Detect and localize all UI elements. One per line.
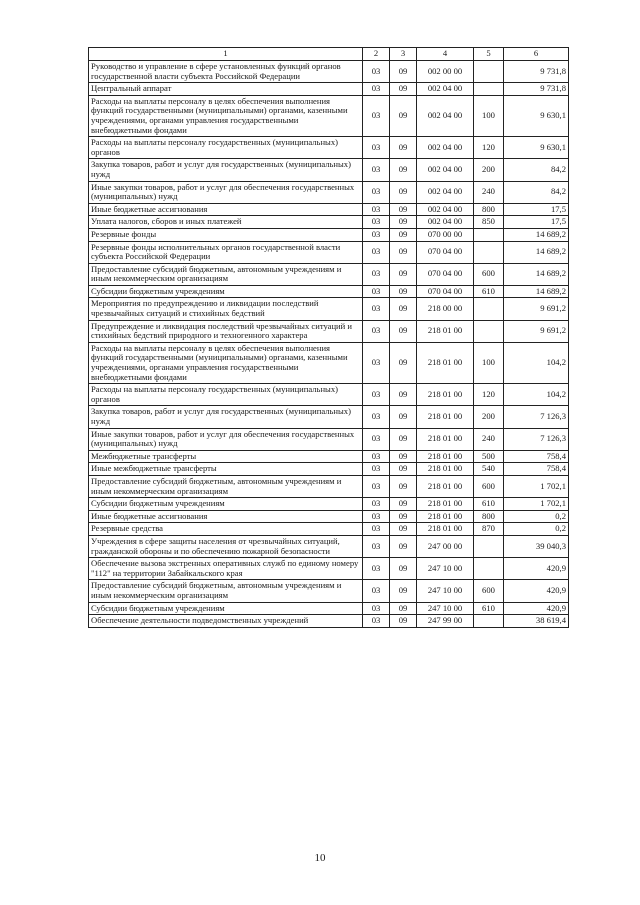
- amount-cell: 9 630,1: [504, 137, 569, 159]
- target-article-cell: 218 01 00: [417, 450, 474, 463]
- target-article-cell: 218 01 00: [417, 498, 474, 511]
- section-code-cell: 03: [363, 463, 390, 476]
- subsection-code-cell: 09: [390, 580, 417, 602]
- section-code-cell: 03: [363, 95, 390, 136]
- target-article-cell: 218 01 00: [417, 475, 474, 497]
- section-code-cell: 03: [363, 83, 390, 96]
- amount-cell: 17,5: [504, 216, 569, 229]
- target-article-cell: 218 00 00: [417, 298, 474, 320]
- subsection-code-cell: 09: [390, 285, 417, 298]
- table-row: [89, 241, 569, 263]
- expense-type-cell: [474, 615, 504, 628]
- amount-cell: 9 691,2: [504, 298, 569, 320]
- row-name-cell: Межбюджетные трансферты: [89, 450, 363, 463]
- section-code-cell: 03: [363, 61, 390, 83]
- table-row: [89, 450, 569, 463]
- section-code-cell: 03: [363, 241, 390, 263]
- expense-type-cell: 100: [474, 95, 504, 136]
- section-code-cell: 03: [363, 342, 390, 383]
- expense-type-cell: 800: [474, 510, 504, 523]
- section-code-cell: 03: [363, 298, 390, 320]
- row-name-cell: Иные закупки товаров, работ и услуг для обеспечения государственных (муниципальных) нужд: [89, 181, 363, 203]
- table-row: [89, 137, 569, 159]
- table-row: [89, 285, 569, 298]
- subsection-code-cell: 09: [390, 406, 417, 428]
- amount-cell: 9 691,2: [504, 320, 569, 342]
- target-article-cell: 002 04 00: [417, 137, 474, 159]
- section-code-cell: 03: [363, 406, 390, 428]
- subsection-code-cell: 09: [390, 475, 417, 497]
- target-article-cell: 218 01 00: [417, 523, 474, 536]
- section-code-cell: 03: [363, 384, 390, 406]
- column-header-3: 3: [390, 48, 417, 61]
- expense-type-cell: 600: [474, 580, 504, 602]
- table-row: [89, 159, 569, 181]
- amount-cell: 0,2: [504, 510, 569, 523]
- table-row: [89, 498, 569, 511]
- subsection-code-cell: 09: [390, 298, 417, 320]
- row-name-cell: Субсидии бюджетным учреждениям: [89, 285, 363, 298]
- amount-cell: 38 619,4: [504, 615, 569, 628]
- table-row: [89, 558, 569, 580]
- target-article-cell: 247 10 00: [417, 558, 474, 580]
- table-row: [89, 320, 569, 342]
- table-row: [89, 298, 569, 320]
- subsection-code-cell: 09: [390, 463, 417, 476]
- target-article-cell: 002 04 00: [417, 83, 474, 96]
- target-article-cell: 070 04 00: [417, 263, 474, 285]
- target-article-cell: 002 04 00: [417, 95, 474, 136]
- section-code-cell: 03: [363, 615, 390, 628]
- amount-cell: 420,9: [504, 580, 569, 602]
- row-name-cell: Иные бюджетные ассигнования: [89, 203, 363, 216]
- expense-type-cell: 200: [474, 159, 504, 181]
- table-row: [89, 203, 569, 216]
- row-name-cell: Обеспечение деятельности подведомственных учреждений: [89, 615, 363, 628]
- table-row: [89, 181, 569, 203]
- section-code-cell: 03: [363, 580, 390, 602]
- expense-type-cell: 240: [474, 181, 504, 203]
- subsection-code-cell: 09: [390, 203, 417, 216]
- section-code-cell: 03: [363, 510, 390, 523]
- target-article-cell: 247 10 00: [417, 602, 474, 615]
- target-article-cell: 218 01 00: [417, 406, 474, 428]
- expense-type-cell: 240: [474, 428, 504, 450]
- row-name-cell: Обеспечение вызова экстренных оперативных служб по единому номеру "112" на территории Забайкальского края: [89, 558, 363, 580]
- amount-cell: 1 702,1: [504, 475, 569, 497]
- target-article-cell: 218 01 00: [417, 384, 474, 406]
- expense-type-cell: [474, 241, 504, 263]
- row-name-cell: Иные закупки товаров, работ и услуг для обеспечения государственных (муниципальных) нужд: [89, 428, 363, 450]
- row-name-cell: Предупреждение и ликвидация последствий чрезвычайных ситуаций и стихийных бедствий природного и техногенного характера: [89, 320, 363, 342]
- expense-type-cell: 540: [474, 463, 504, 476]
- subsection-code-cell: 09: [390, 450, 417, 463]
- subsection-code-cell: 09: [390, 228, 417, 241]
- table-row: [89, 535, 569, 557]
- row-name-cell: Расходы на выплаты персоналу в целях обеспечения выполнения функций государственными (муниципальными) органами, казенными учреждениями, органами управления государственными внебюджетными фондами: [89, 95, 363, 136]
- target-article-cell: 218 01 00: [417, 428, 474, 450]
- subsection-code-cell: 09: [390, 510, 417, 523]
- expense-type-cell: 850: [474, 216, 504, 229]
- amount-cell: 758,4: [504, 463, 569, 476]
- table-row: [89, 602, 569, 615]
- row-name-cell: Резервные фонды: [89, 228, 363, 241]
- amount-cell: 9 630,1: [504, 95, 569, 136]
- subsection-code-cell: 09: [390, 384, 417, 406]
- amount-cell: 420,9: [504, 558, 569, 580]
- subsection-code-cell: 09: [390, 159, 417, 181]
- table-row: [89, 95, 569, 136]
- target-article-cell: 002 04 00: [417, 216, 474, 229]
- amount-cell: 420,9: [504, 602, 569, 615]
- expense-type-cell: [474, 61, 504, 83]
- expense-type-cell: 600: [474, 475, 504, 497]
- row-name-cell: Предоставление субсидий бюджетным, автономным учреждениям и иным некоммерческим организациям: [89, 580, 363, 602]
- row-name-cell: Предоставление субсидий бюджетным, автономным учреждениям и иным некоммерческим организациям: [89, 475, 363, 497]
- target-article-cell: 002 04 00: [417, 181, 474, 203]
- target-article-cell: 247 99 00: [417, 615, 474, 628]
- row-name-cell: Резервные фонды исполнительных органов государственной власти субъекта Российской Федерации: [89, 241, 363, 263]
- expense-type-cell: 120: [474, 137, 504, 159]
- expense-type-cell: 800: [474, 203, 504, 216]
- expense-type-cell: 610: [474, 285, 504, 298]
- subsection-code-cell: 09: [390, 498, 417, 511]
- row-name-cell: Резервные средства: [89, 523, 363, 536]
- table-row: [89, 342, 569, 383]
- amount-cell: 84,2: [504, 159, 569, 181]
- amount-cell: 17,5: [504, 203, 569, 216]
- amount-cell: 758,4: [504, 450, 569, 463]
- target-article-cell: 247 00 00: [417, 535, 474, 557]
- amount-cell: 84,2: [504, 181, 569, 203]
- table-row: [89, 510, 569, 523]
- section-code-cell: 03: [363, 263, 390, 285]
- table-row: [89, 475, 569, 497]
- row-name-cell: Иные межбюджетные трансферты: [89, 463, 363, 476]
- subsection-code-cell: 09: [390, 263, 417, 285]
- subsection-code-cell: 09: [390, 61, 417, 83]
- row-name-cell: Расходы на выплаты персоналу государственных (муниципальных) органов: [89, 137, 363, 159]
- row-name-cell: Субсидии бюджетным учреждениям: [89, 602, 363, 615]
- section-code-cell: 03: [363, 137, 390, 159]
- amount-cell: 7 126,3: [504, 428, 569, 450]
- subsection-code-cell: 09: [390, 320, 417, 342]
- row-name-cell: Иные бюджетные ассигнования: [89, 510, 363, 523]
- amount-cell: 14 689,2: [504, 285, 569, 298]
- amount-cell: 14 689,2: [504, 228, 569, 241]
- expense-type-cell: [474, 298, 504, 320]
- table-row: [89, 406, 569, 428]
- table-row: [89, 61, 569, 83]
- row-name-cell: Учреждения в сфере защиты населения от чрезвычайных ситуаций, гражданской обороны и по обеспечению пожарной безопасности: [89, 535, 363, 557]
- amount-cell: 14 689,2: [504, 263, 569, 285]
- table-header-row: [89, 48, 569, 61]
- target-article-cell: 218 01 00: [417, 342, 474, 383]
- expense-type-cell: [474, 320, 504, 342]
- row-name-cell: Центральный аппарат: [89, 83, 363, 96]
- subsection-code-cell: 09: [390, 181, 417, 203]
- page-number: 10: [314, 852, 326, 864]
- row-name-cell: Руководство и управление в сфере установленных функций органов государственной власти субъекта Российской Федерации: [89, 61, 363, 83]
- target-article-cell: 002 04 00: [417, 159, 474, 181]
- target-article-cell: 070 04 00: [417, 241, 474, 263]
- target-article-cell: 070 04 00: [417, 285, 474, 298]
- amount-cell: 1 702,1: [504, 498, 569, 511]
- section-code-cell: 03: [363, 159, 390, 181]
- table-row: [89, 83, 569, 96]
- column-header-2: 2: [363, 48, 390, 61]
- amount-cell: 0,2: [504, 523, 569, 536]
- budget-table: [88, 47, 569, 628]
- subsection-code-cell: 09: [390, 342, 417, 383]
- section-code-cell: 03: [363, 498, 390, 511]
- subsection-code-cell: 09: [390, 83, 417, 96]
- section-code-cell: 03: [363, 181, 390, 203]
- section-code-cell: 03: [363, 523, 390, 536]
- table-row: [89, 615, 569, 628]
- subsection-code-cell: 09: [390, 216, 417, 229]
- section-code-cell: 03: [363, 475, 390, 497]
- column-header-6: 6: [504, 48, 569, 61]
- expense-type-cell: [474, 83, 504, 96]
- section-code-cell: 03: [363, 558, 390, 580]
- expense-type-cell: [474, 228, 504, 241]
- target-article-cell: 002 04 00: [417, 203, 474, 216]
- expense-type-cell: 100: [474, 342, 504, 383]
- amount-cell: 9 731,8: [504, 61, 569, 83]
- column-header-1: 1: [89, 48, 363, 61]
- section-code-cell: 03: [363, 602, 390, 615]
- section-code-cell: 03: [363, 216, 390, 229]
- target-article-cell: 218 01 00: [417, 463, 474, 476]
- row-name-cell: Мероприятия по предупреждению и ликвидации последствий чрезвычайных ситуаций и стихийных бедствий: [89, 298, 363, 320]
- expense-type-cell: 610: [474, 602, 504, 615]
- target-article-cell: 070 00 00: [417, 228, 474, 241]
- subsection-code-cell: 09: [390, 523, 417, 536]
- subsection-code-cell: 09: [390, 241, 417, 263]
- table-row: [89, 384, 569, 406]
- section-code-cell: 03: [363, 320, 390, 342]
- row-name-cell: Расходы на выплаты персоналу государственных (муниципальных) органов: [89, 384, 363, 406]
- amount-cell: 39 040,3: [504, 535, 569, 557]
- target-article-cell: 002 00 00: [417, 61, 474, 83]
- expense-type-cell: 120: [474, 384, 504, 406]
- row-name-cell: Предоставление субсидий бюджетным, автономным учреждениям и иным некоммерческим организациям: [89, 263, 363, 285]
- amount-cell: 104,2: [504, 384, 569, 406]
- row-name-cell: Закупка товаров, работ и услуг для государственных (муниципальных) нужд: [89, 406, 363, 428]
- table-row: [89, 523, 569, 536]
- target-article-cell: 218 01 00: [417, 510, 474, 523]
- section-code-cell: 03: [363, 428, 390, 450]
- table-row: [89, 263, 569, 285]
- subsection-code-cell: 09: [390, 615, 417, 628]
- subsection-code-cell: 09: [390, 95, 417, 136]
- row-name-cell: Закупка товаров, работ и услуг для государственных (муниципальных) нужд: [89, 159, 363, 181]
- amount-cell: 9 731,8: [504, 83, 569, 96]
- section-code-cell: 03: [363, 285, 390, 298]
- expense-type-cell: [474, 558, 504, 580]
- subsection-code-cell: 09: [390, 535, 417, 557]
- table-row: [89, 216, 569, 229]
- row-name-cell: Расходы на выплаты персоналу в целях обеспечения выполнения функций государственными (муниципальными) органами, казенными учреждениями, органами управления государственными внебюджетными фондами: [89, 342, 363, 383]
- expense-type-cell: 870: [474, 523, 504, 536]
- expense-type-cell: 500: [474, 450, 504, 463]
- section-code-cell: 03: [363, 228, 390, 241]
- table-body: [89, 61, 569, 628]
- table-row: [89, 463, 569, 476]
- subsection-code-cell: 09: [390, 428, 417, 450]
- row-name-cell: Уплата налогов, сборов и иных платежей: [89, 216, 363, 229]
- expense-type-cell: [474, 535, 504, 557]
- expense-type-cell: 200: [474, 406, 504, 428]
- target-article-cell: 247 10 00: [417, 580, 474, 602]
- column-header-5: 5: [474, 48, 504, 61]
- document-page: [88, 47, 568, 628]
- section-code-cell: 03: [363, 535, 390, 557]
- amount-cell: 14 689,2: [504, 241, 569, 263]
- table-row: [89, 228, 569, 241]
- subsection-code-cell: 09: [390, 558, 417, 580]
- table-row: [89, 428, 569, 450]
- row-name-cell: Субсидии бюджетным учреждениям: [89, 498, 363, 511]
- expense-type-cell: 610: [474, 498, 504, 511]
- amount-cell: 104,2: [504, 342, 569, 383]
- subsection-code-cell: 09: [390, 602, 417, 615]
- table-row: [89, 580, 569, 602]
- expense-type-cell: 600: [474, 263, 504, 285]
- amount-cell: 7 126,3: [504, 406, 569, 428]
- section-code-cell: 03: [363, 203, 390, 216]
- column-header-4: 4: [417, 48, 474, 61]
- subsection-code-cell: 09: [390, 137, 417, 159]
- section-code-cell: 03: [363, 450, 390, 463]
- target-article-cell: 218 01 00: [417, 320, 474, 342]
